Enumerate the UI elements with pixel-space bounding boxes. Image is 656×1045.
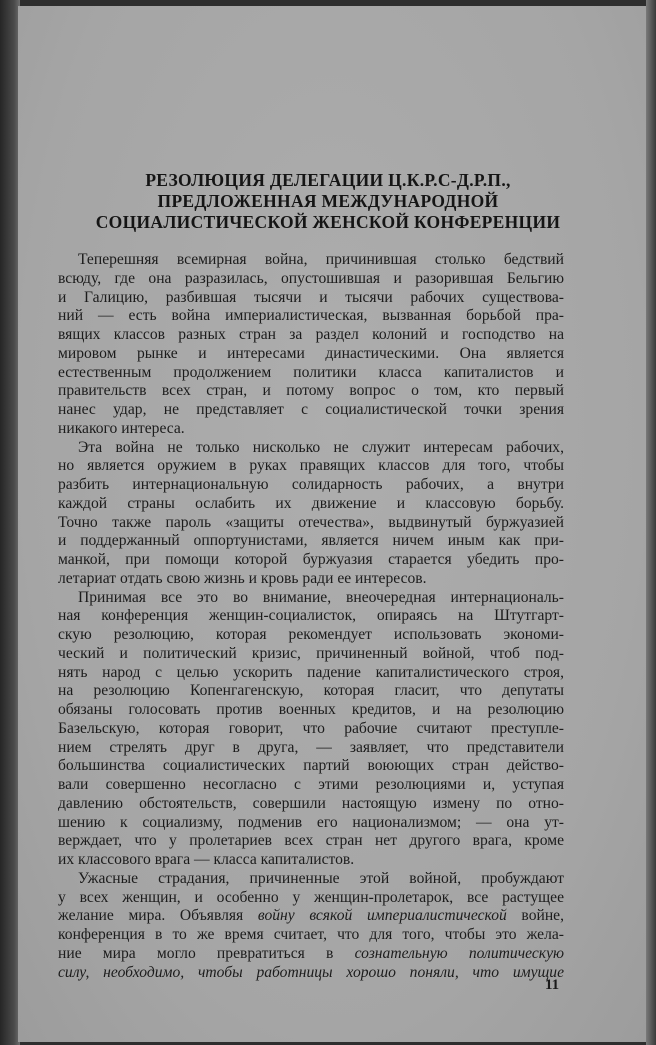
text-line: [58, 776, 564, 795]
title-line: СОЦИАЛИСТИЧЕСКОЙ ЖЕНСКОЙ КОНФЕРЕНЦИИ: [95, 212, 561, 232]
text-line: [58, 720, 564, 739]
text-line: [58, 270, 564, 289]
text-line: [58, 289, 564, 308]
text-segment: никакого интереса.: [58, 419, 185, 437]
text-line: [58, 964, 564, 983]
text-segment: и поддержанный оппортунистами, является ничем иным как при-: [58, 532, 564, 550]
text-line: [58, 945, 564, 964]
text-line: [58, 682, 564, 701]
text-line: [58, 326, 564, 345]
text-segment: Теперешняя всемирная война, причинившая столько бедствий: [78, 251, 564, 268]
text-segment: всюду, где она разразилась, опустошившая и разорившая Бельгию: [58, 269, 564, 287]
text-segment: у всех женщин, и особенно у женщин-пролетарок, все растущее: [58, 888, 564, 906]
text-line: [58, 757, 564, 776]
text-line: [58, 532, 564, 551]
text-segment: их классового врага — класса капиталистов.: [58, 851, 355, 868]
text-segment: Эта война не только нисколько не служит интересам рабочих,: [78, 438, 564, 456]
text-segment: желание мира. Объявляя: [58, 907, 258, 925]
text-segment: Базельскую, которая говорит, что рабочие считают преступле-: [58, 719, 564, 737]
text-line: [58, 889, 564, 908]
text-segment: каждой страны ослабить их движение и классовую борьбу.: [58, 494, 564, 512]
text-segment: скую резолюцию, которая рекомендует использовать экономи-: [58, 626, 564, 643]
text-line: [58, 457, 564, 476]
text-segment: естественным продолжением политики класса капиталистов и: [58, 363, 564, 381]
text-line: [58, 795, 564, 814]
text-line: [58, 345, 564, 364]
title-line: ПРЕДЛОЖЕННАЯ МЕЖДУНАРОДНОЙ: [157, 191, 499, 211]
text-line: [58, 607, 564, 626]
text-segment: Принимая все это во внимание, внеочередная интернациональ-: [78, 588, 564, 606]
text-line: [58, 814, 564, 833]
text-line: [58, 551, 564, 570]
text-line: [58, 251, 564, 270]
italic-text: войну всякой империалистической: [257, 907, 507, 925]
text-segment: обязаны голосовать против военных кредитов, и на резолюцию: [58, 701, 564, 718]
text-segment: правительств всех стран, и потому вопрос о том, кто первый: [58, 382, 564, 400]
text-segment: давлению обстоятельств, совершили настоящую измену по отно-: [58, 794, 564, 812]
text-line: [58, 307, 564, 326]
text-line: [58, 851, 564, 870]
text-line: [58, 907, 564, 926]
text-segment: Ужасные страдания, причиненные этой войной, пробуждают: [78, 869, 564, 887]
text-segment: нять народ с целью ускорить падение капиталистического строя,: [58, 663, 564, 681]
text-line: [58, 645, 564, 664]
text-line: [58, 570, 564, 589]
text-line: [58, 701, 564, 720]
text-segment: ние мира могло превратиться в: [58, 944, 355, 962]
text-segment: большинства социалистических партий воюющих стран действо-: [58, 757, 564, 775]
text-line: [58, 626, 564, 645]
text-segment: манкой, при помощи которой буржуазия старается убедить про-: [58, 551, 564, 568]
text-segment: летариат отдать свою жизнь и кровь ради ее интересов.: [58, 569, 427, 587]
title-line: РЕЗОЛЮЦИЯ ДЕЛЕГАЦИИ Ц.К.Р.С-Д.Р.П.,: [145, 170, 511, 190]
text-segment: Точно также пароль «защиты отечества», выдвинутый буржуазией: [58, 513, 564, 531]
text-line: [58, 476, 564, 495]
text-segment: вящих классов разных стран за раздел колоний и господство на: [58, 326, 564, 343]
text-line: [58, 589, 564, 608]
text-segment: ческий и политический кризис, причиненный войной, чтоб под-: [58, 644, 564, 662]
text-segment: но является оружием в руках правящих классов для того, чтобы: [58, 457, 564, 475]
text-line: [58, 439, 564, 458]
text-segment: на резолюцию Копенгагенскую, которая гласит, что депутаты: [58, 682, 564, 700]
text-segment: ний — есть война империалистическая, вызванная борьбой пра-: [58, 307, 564, 325]
text-line: [58, 870, 564, 889]
text-segment: шению к социализму, подменив его национализмом; — она ут-: [58, 813, 564, 831]
text-segment: войне,: [506, 907, 564, 925]
text-segment: нием стрелять друг в друга, — заявляет, что представители: [58, 738, 564, 756]
text-line: [58, 739, 564, 758]
text-segment: разбить интернациональную солидарность рабочих, а внутри: [58, 476, 564, 493]
italic-text: силу, необходимо, чтобы работницы хорошо поняли, что имущие: [58, 963, 564, 981]
book-binding-edge: [0, 0, 20, 1045]
page-edge: [646, 0, 656, 1045]
page-number: 11: [545, 977, 560, 993]
text-line: [58, 364, 564, 383]
text-segment: и Галицию, разбившая тысячи и тысячи рабочих существова-: [58, 288, 564, 306]
text-line: [58, 420, 564, 439]
text-line: [58, 401, 564, 420]
text-segment: конференция в то же время считает, что для того, чтобы это жела-: [58, 926, 564, 943]
text-segment: мировом рынке и интересами династическими. Она является: [58, 344, 564, 362]
text-line: [58, 926, 564, 945]
text-line: [58, 832, 564, 851]
text-segment: верждает, что у пролетариев всех стран нет другого врага, кроме: [58, 832, 564, 850]
text-line: [58, 382, 564, 401]
italic-text: сознательную политическую: [354, 944, 564, 962]
text-segment: нанес удар, не представляет с социалистической точки зрения: [58, 401, 564, 418]
body-text: [58, 251, 564, 982]
text-line: [58, 514, 564, 533]
text-line: [58, 664, 564, 683]
text-line: [58, 495, 564, 514]
text-segment: ная конференция женщин-социалисток, опираясь на Штутгарт-: [58, 607, 564, 625]
text-segment: вали совершенно несогласно с этими резолюциями и, уступая: [58, 776, 564, 793]
